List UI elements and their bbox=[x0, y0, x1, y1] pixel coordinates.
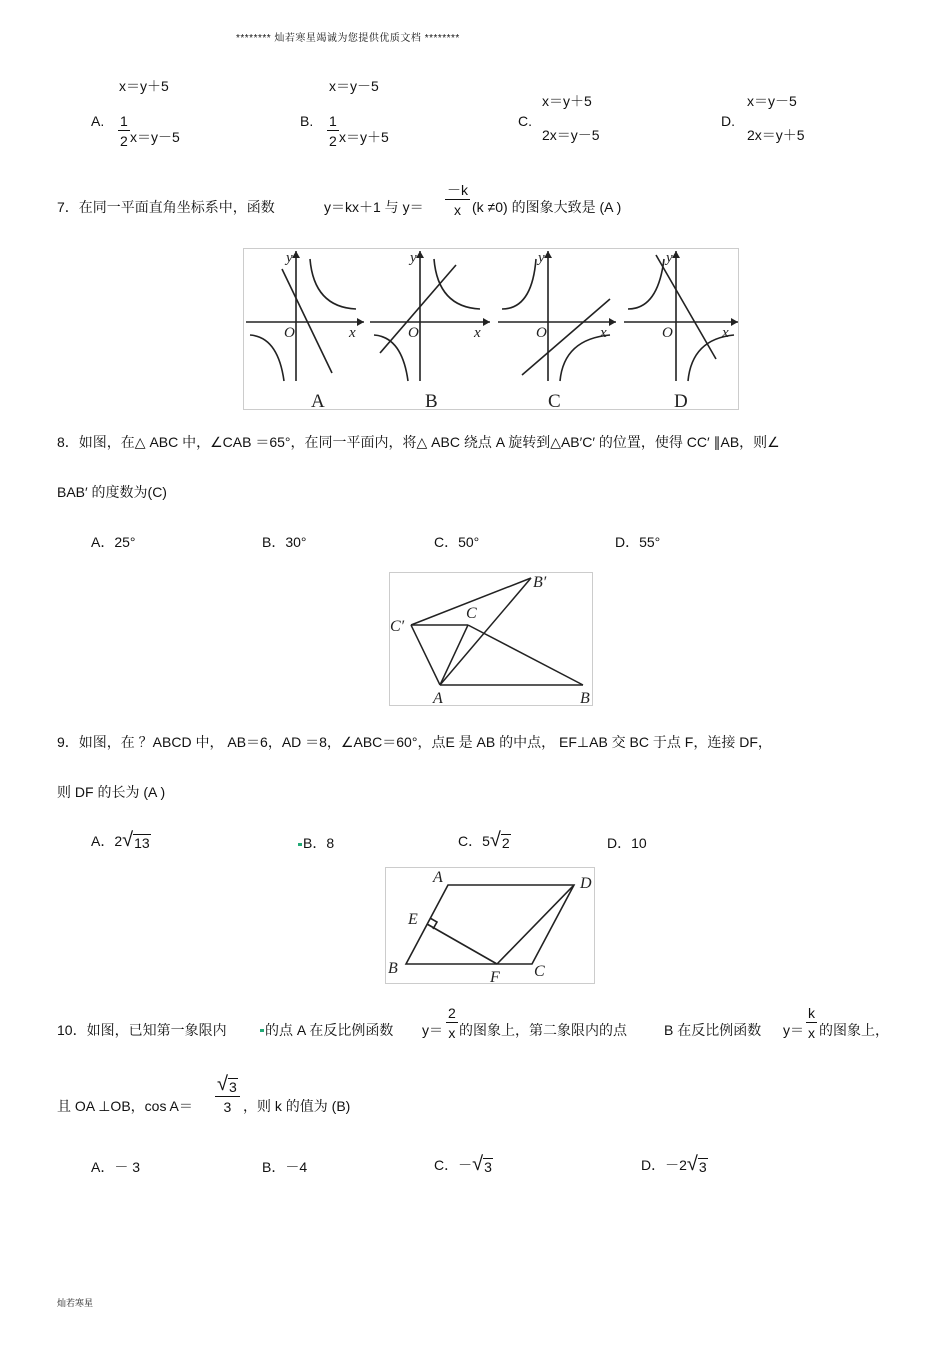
q8-label-a: A bbox=[433, 690, 443, 705]
q7-suffix: (k ≠0) 的图象大致是 (A ) bbox=[472, 199, 622, 215]
q9-label-d: D bbox=[580, 875, 592, 892]
page-footer: 灿若寒星 bbox=[57, 1298, 94, 1308]
q6-b-eq1: x＝y－5 bbox=[329, 78, 379, 94]
q7-figure bbox=[243, 248, 739, 410]
graph-c-y-arrow bbox=[544, 251, 552, 258]
q6-c-eq2: 2x＝y－5 bbox=[542, 127, 600, 143]
q10-fraction-1 bbox=[446, 1006, 458, 1040]
graph-d-line bbox=[656, 255, 716, 359]
q7-frac-den: x bbox=[454, 202, 461, 218]
graph-b-y-arrow bbox=[416, 251, 424, 258]
graph-b-origin-label: O bbox=[408, 325, 419, 341]
graph-a-y-arrow bbox=[292, 251, 300, 258]
graph-a-hyperbola-q1 bbox=[310, 259, 356, 309]
q9-line1: 9．如图，在 ？ABCD 中， AB＝6，AD ＝8，∠ABC＝60°，点E 是 AB 的中点， EF⊥AB 交 BC 于点 F，连接 DF， bbox=[57, 734, 772, 750]
q10-part2: 的点 A 在反比例函数 bbox=[265, 1022, 394, 1038]
graph-b-x-arrow bbox=[483, 318, 490, 326]
q10-eq1: y＝ bbox=[422, 1022, 443, 1038]
q9-option-d: D．10 bbox=[607, 835, 647, 851]
q10-option-d bbox=[641, 1154, 708, 1174]
q10-f2-den: x bbox=[808, 1025, 815, 1041]
graph-c-caption: C bbox=[548, 391, 561, 409]
q10-part1: 10．如图，已知第一象限内 bbox=[57, 1022, 227, 1038]
graph-d-y-label: y bbox=[666, 250, 673, 266]
q7-mid: y＝kx＋1 与 y＝ bbox=[324, 199, 424, 215]
q9-label-a: A bbox=[433, 869, 443, 886]
q10-part3: 的图象上，第二象限内的点 bbox=[459, 1022, 627, 1038]
q7-frac-num: －k bbox=[447, 182, 468, 198]
graph-a-origin-label: O bbox=[284, 325, 295, 341]
q10-option-c-letter: C．－ bbox=[434, 1157, 473, 1173]
scan-mark bbox=[298, 843, 302, 846]
q9-option-c-letter: C． bbox=[458, 833, 483, 849]
q8-option-c: C．50° bbox=[434, 534, 480, 550]
q9-option-a-letter: A． bbox=[91, 833, 115, 849]
graph-a-hyperbola-q3 bbox=[250, 335, 284, 381]
q6-d-eq1: x＝y－5 bbox=[747, 93, 797, 109]
q10-f1-num: 2 bbox=[448, 1005, 456, 1021]
q6-b-letter: B. bbox=[300, 113, 314, 129]
q10-f2-num: k bbox=[808, 1005, 815, 1021]
graph-a-caption: A bbox=[311, 391, 325, 409]
q6-a-coef bbox=[118, 114, 130, 148]
q9-label-b: B bbox=[388, 960, 398, 977]
q10-cos-fraction bbox=[215, 1074, 240, 1114]
graph-c-hyperbola-q2 bbox=[502, 259, 536, 309]
q6-b-coef-num: 1 bbox=[329, 113, 337, 129]
graph-b-hyperbola-q1 bbox=[434, 259, 480, 309]
q10-option-d-radicand: 3 bbox=[698, 1159, 707, 1175]
q9-line2: 则 DF 的长为 (A ) bbox=[57, 784, 166, 800]
q10-cos-radicand: 3 bbox=[228, 1079, 237, 1095]
q9-option-c bbox=[458, 830, 511, 850]
page-header: ******** 灿若寒星竭诚为您提供优质文档 ******** bbox=[236, 33, 460, 44]
scan-mark bbox=[260, 1029, 264, 1032]
graph-d-x-label: x bbox=[722, 325, 729, 341]
q6-d-eq2: 2x＝y＋5 bbox=[747, 127, 805, 143]
graph-a-x-arrow bbox=[357, 318, 364, 326]
q10-option-c-sqrt: √ 3 bbox=[472, 1153, 492, 1175]
graph-a-x-label: x bbox=[349, 325, 356, 341]
q9-option-b: B．8 bbox=[303, 835, 335, 851]
q9-parallelogram-svg bbox=[386, 868, 594, 983]
q10-option-d-sqrt: √ 3 bbox=[686, 1153, 707, 1175]
q10-line2-pre: 且 OA ⊥OB，cos A＝ bbox=[57, 1098, 193, 1114]
q10-cos-sqrt: √ 3 bbox=[217, 1073, 237, 1095]
graph-d-origin-label: O bbox=[662, 325, 673, 341]
q10-part4: B 在反比例函数 bbox=[664, 1022, 762, 1038]
q6-b-eq2: x＝y＋5 bbox=[339, 129, 389, 145]
q10-option-d-letter: D．－2 bbox=[641, 1157, 687, 1173]
q10-line2-post: ，则 k 的值为 (B) bbox=[243, 1098, 351, 1114]
q8-line1: 8．如图，在△ ABC 中，∠CAB ＝65°，在同一平面内，将△ ABC 绕点 A 旋转到△AB′C′ 的位置，使得 CC′ ∥AB，则∠ bbox=[57, 434, 780, 450]
graph-b-caption: B bbox=[425, 391, 438, 409]
q8-label-b-prime: B′ bbox=[533, 574, 547, 591]
graph-d-x-arrow bbox=[731, 318, 738, 326]
graph-d-hyperbola-q4 bbox=[688, 335, 734, 381]
q6-a-coef-num: 1 bbox=[120, 113, 128, 129]
graph-a-y-label: y bbox=[286, 250, 293, 266]
q9-label-c: C bbox=[534, 963, 545, 980]
graph-c-x-label: x bbox=[600, 325, 607, 341]
q6-c-eq1: x＝y＋5 bbox=[542, 93, 592, 109]
q8-figure bbox=[389, 572, 593, 706]
graph-b-hyperbola-q3 bbox=[374, 335, 408, 381]
graph-c-y-label: y bbox=[538, 250, 545, 266]
q9-figure bbox=[385, 867, 595, 984]
q10-cos-num bbox=[215, 1074, 240, 1097]
q10-option-b: B．－4 bbox=[262, 1159, 308, 1175]
q9-option-a-sqrt: √ 13 bbox=[122, 829, 150, 851]
graph-b-x-label: x bbox=[474, 325, 481, 341]
q6-a-letter: A. bbox=[91, 113, 105, 129]
q10-f1-den: x bbox=[448, 1025, 456, 1041]
q10-part5: 的图象上， bbox=[819, 1022, 889, 1038]
q9-label-e: E bbox=[408, 911, 418, 928]
q9-option-a-coef: 2 bbox=[114, 833, 123, 849]
q6-c-letter: C. bbox=[518, 113, 532, 129]
q8-label-b: B bbox=[580, 690, 590, 705]
q8-option-b: B．30° bbox=[262, 534, 307, 550]
q6-a-eq1: x＝y＋5 bbox=[119, 78, 169, 94]
q10-option-c bbox=[434, 1154, 493, 1174]
graph-c-origin-label: O bbox=[536, 325, 547, 341]
graph-d-hyperbola-q2 bbox=[628, 259, 664, 309]
q6-b-coef-den: 2 bbox=[329, 133, 337, 149]
graph-d-caption: D bbox=[674, 391, 688, 409]
graph-a-line bbox=[282, 269, 332, 373]
q9-option-a bbox=[91, 830, 151, 850]
q10-option-c-radicand: 3 bbox=[484, 1159, 492, 1175]
q10-eq2: y＝ bbox=[783, 1022, 804, 1038]
q6-a-eq2: x＝y－5 bbox=[130, 129, 180, 145]
q6-a-coef-den: 2 bbox=[120, 133, 128, 149]
q8-label-c: C bbox=[466, 605, 477, 622]
q8-line2: BAB′ 的度数为(C) bbox=[57, 484, 167, 500]
q9-option-c-sqrt: √ 2 bbox=[489, 829, 510, 851]
graph-c-hyperbola-q4 bbox=[560, 335, 610, 381]
q8-label-c-prime: C′ bbox=[390, 618, 405, 635]
q7-fraction bbox=[445, 183, 470, 217]
q9-option-c-coef: 5 bbox=[482, 833, 490, 849]
q9-option-c-radicand: 2 bbox=[501, 835, 510, 851]
q9-option-a-radicand: 13 bbox=[134, 835, 150, 851]
q10-option-a: A．－ 3 bbox=[91, 1159, 141, 1175]
graph-d-y-arrow bbox=[672, 251, 680, 258]
q10-cos-den: 3 bbox=[223, 1099, 232, 1115]
q9-label-f: F bbox=[490, 969, 500, 983]
q8-option-a: A．25° bbox=[91, 534, 136, 550]
q6-d-letter: D. bbox=[721, 113, 735, 129]
q10-fraction-2 bbox=[806, 1006, 817, 1040]
graph-c-x-arrow bbox=[609, 318, 616, 326]
q8-option-d: D．55° bbox=[615, 534, 661, 550]
q7-prefix: 7．在同一平面直角坐标系中，函数 bbox=[57, 199, 275, 215]
q8-triangle-svg bbox=[390, 573, 592, 705]
graph-b-y-label: y bbox=[410, 250, 417, 266]
q6-b-coef bbox=[327, 114, 339, 148]
q7-graphs-svg bbox=[244, 249, 738, 409]
